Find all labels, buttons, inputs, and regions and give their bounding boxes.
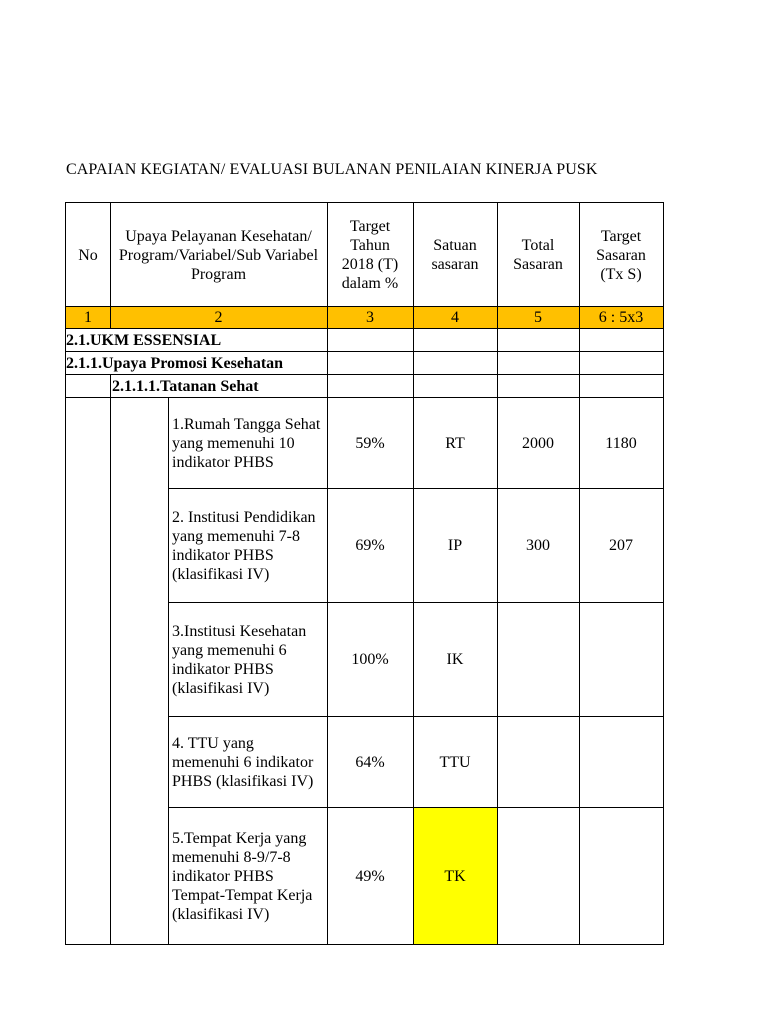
grid-line [413, 202, 414, 945]
header-target-sasaran: Target Sasaran (Tx S) [596, 227, 646, 283]
grid-line [65, 374, 664, 375]
target-rumah-tangga: 59% [355, 434, 385, 452]
target-sasaran-institusi-kesehatan [579, 603, 663, 716]
header-no: No [78, 246, 98, 264]
target-sasaran-tempat-kerja [579, 808, 663, 944]
target-ttu: 64% [355, 753, 385, 771]
indicator-tempat-kerja: 5.Tempat Kerja yang memenuhi 8-9/7-8 indikator PHBS Tempat-Tempat Kerja (klasifikasi IV) [172, 829, 313, 923]
total-ttu [497, 717, 579, 807]
indicator-ttu: 4. TTU yang memenuhi 6 indikator PHBS (klasifikasi IV) [172, 734, 314, 790]
total-rumah-tangga: 2000 [522, 434, 554, 452]
grid-line [168, 397, 169, 945]
satuan-ttu: TTU [439, 753, 471, 771]
grid-line [110, 374, 111, 945]
total-institusi-pendidikan: 300 [526, 537, 550, 554]
target-sasaran-institusi-pendidikan: 207 [609, 537, 633, 554]
grid-line [169, 602, 664, 603]
indicator-rumah-tangga: 1.Rumah Tangga Sehat yang memenuhi 10 indikator PHBS [172, 415, 321, 471]
grid-line [65, 306, 664, 307]
column-number-2: 2 [214, 309, 223, 326]
target-sasaran-ttu [579, 717, 663, 807]
page-title: CAPAIAN KEGIATAN/ EVALUASI BULANAN PENILAIAN KINERJA PUSK [66, 161, 598, 178]
satuan-rumah-tangga: RT [445, 434, 465, 452]
header-total: Total Sasaran [513, 237, 563, 273]
grid-line [65, 351, 664, 352]
satuan-institusi-kesehatan: IK [446, 651, 464, 668]
header-program: Upaya Pelayanan Kesehatan/ Program/Variabel/Sub Variabel Program [118, 227, 319, 283]
grid-line [663, 202, 664, 945]
total-institusi-kesehatan [497, 603, 579, 716]
target-tempat-kerja: 49% [355, 867, 385, 885]
grid-line [65, 202, 66, 945]
satuan-institusi-pendidikan: IP [447, 537, 463, 554]
target-institusi-kesehatan: 100% [351, 651, 389, 668]
grid-line [327, 202, 328, 945]
header-target-tahun: Target Tahun 2018 (T) dalam % [341, 218, 399, 292]
grid-line [65, 397, 664, 398]
grid-line [65, 328, 664, 329]
satuan-tempat-kerja: TK [444, 867, 466, 885]
grid-line [497, 202, 498, 945]
column-number-6: 6 : 5x3 [598, 309, 644, 326]
header-satuan: Satuan sasaran [431, 237, 479, 273]
column-number-5: 5 [534, 309, 542, 326]
indicator-institusi-kesehatan: 3.Institusi Kesehatan yang memenuhi 6 indikator PHBS (klasifikasi IV) [172, 622, 307, 697]
grid-line [65, 202, 664, 203]
grid-line [169, 807, 664, 808]
indicator-institusi-pendidikan: 2. Institusi Pendidikan yang memenuhi 7-8 indikator PHBS (klasifikasi IV) [172, 508, 316, 583]
grid-line [65, 944, 664, 945]
grid-line [169, 488, 664, 489]
section-tatanan-sehat: 2.1.1.1.Tatanan Sehat [112, 377, 259, 395]
column-number-3: 3 [366, 309, 374, 326]
grid-line [579, 202, 580, 945]
grid-line [110, 202, 111, 328]
section-ukm-essensial: 2.1.UKM ESSENSIAL [66, 331, 222, 349]
target-sasaran-rumah-tangga: 1180 [605, 434, 637, 452]
target-institusi-pendidikan: 69% [355, 537, 385, 554]
column-number-4: 4 [451, 309, 459, 326]
column-number-1: 1 [84, 309, 92, 326]
total-tempat-kerja [497, 808, 579, 944]
section-upaya-promosi: 2.1.1.Upaya Promosi Kesehatan [66, 354, 284, 372]
grid-line [169, 716, 664, 717]
